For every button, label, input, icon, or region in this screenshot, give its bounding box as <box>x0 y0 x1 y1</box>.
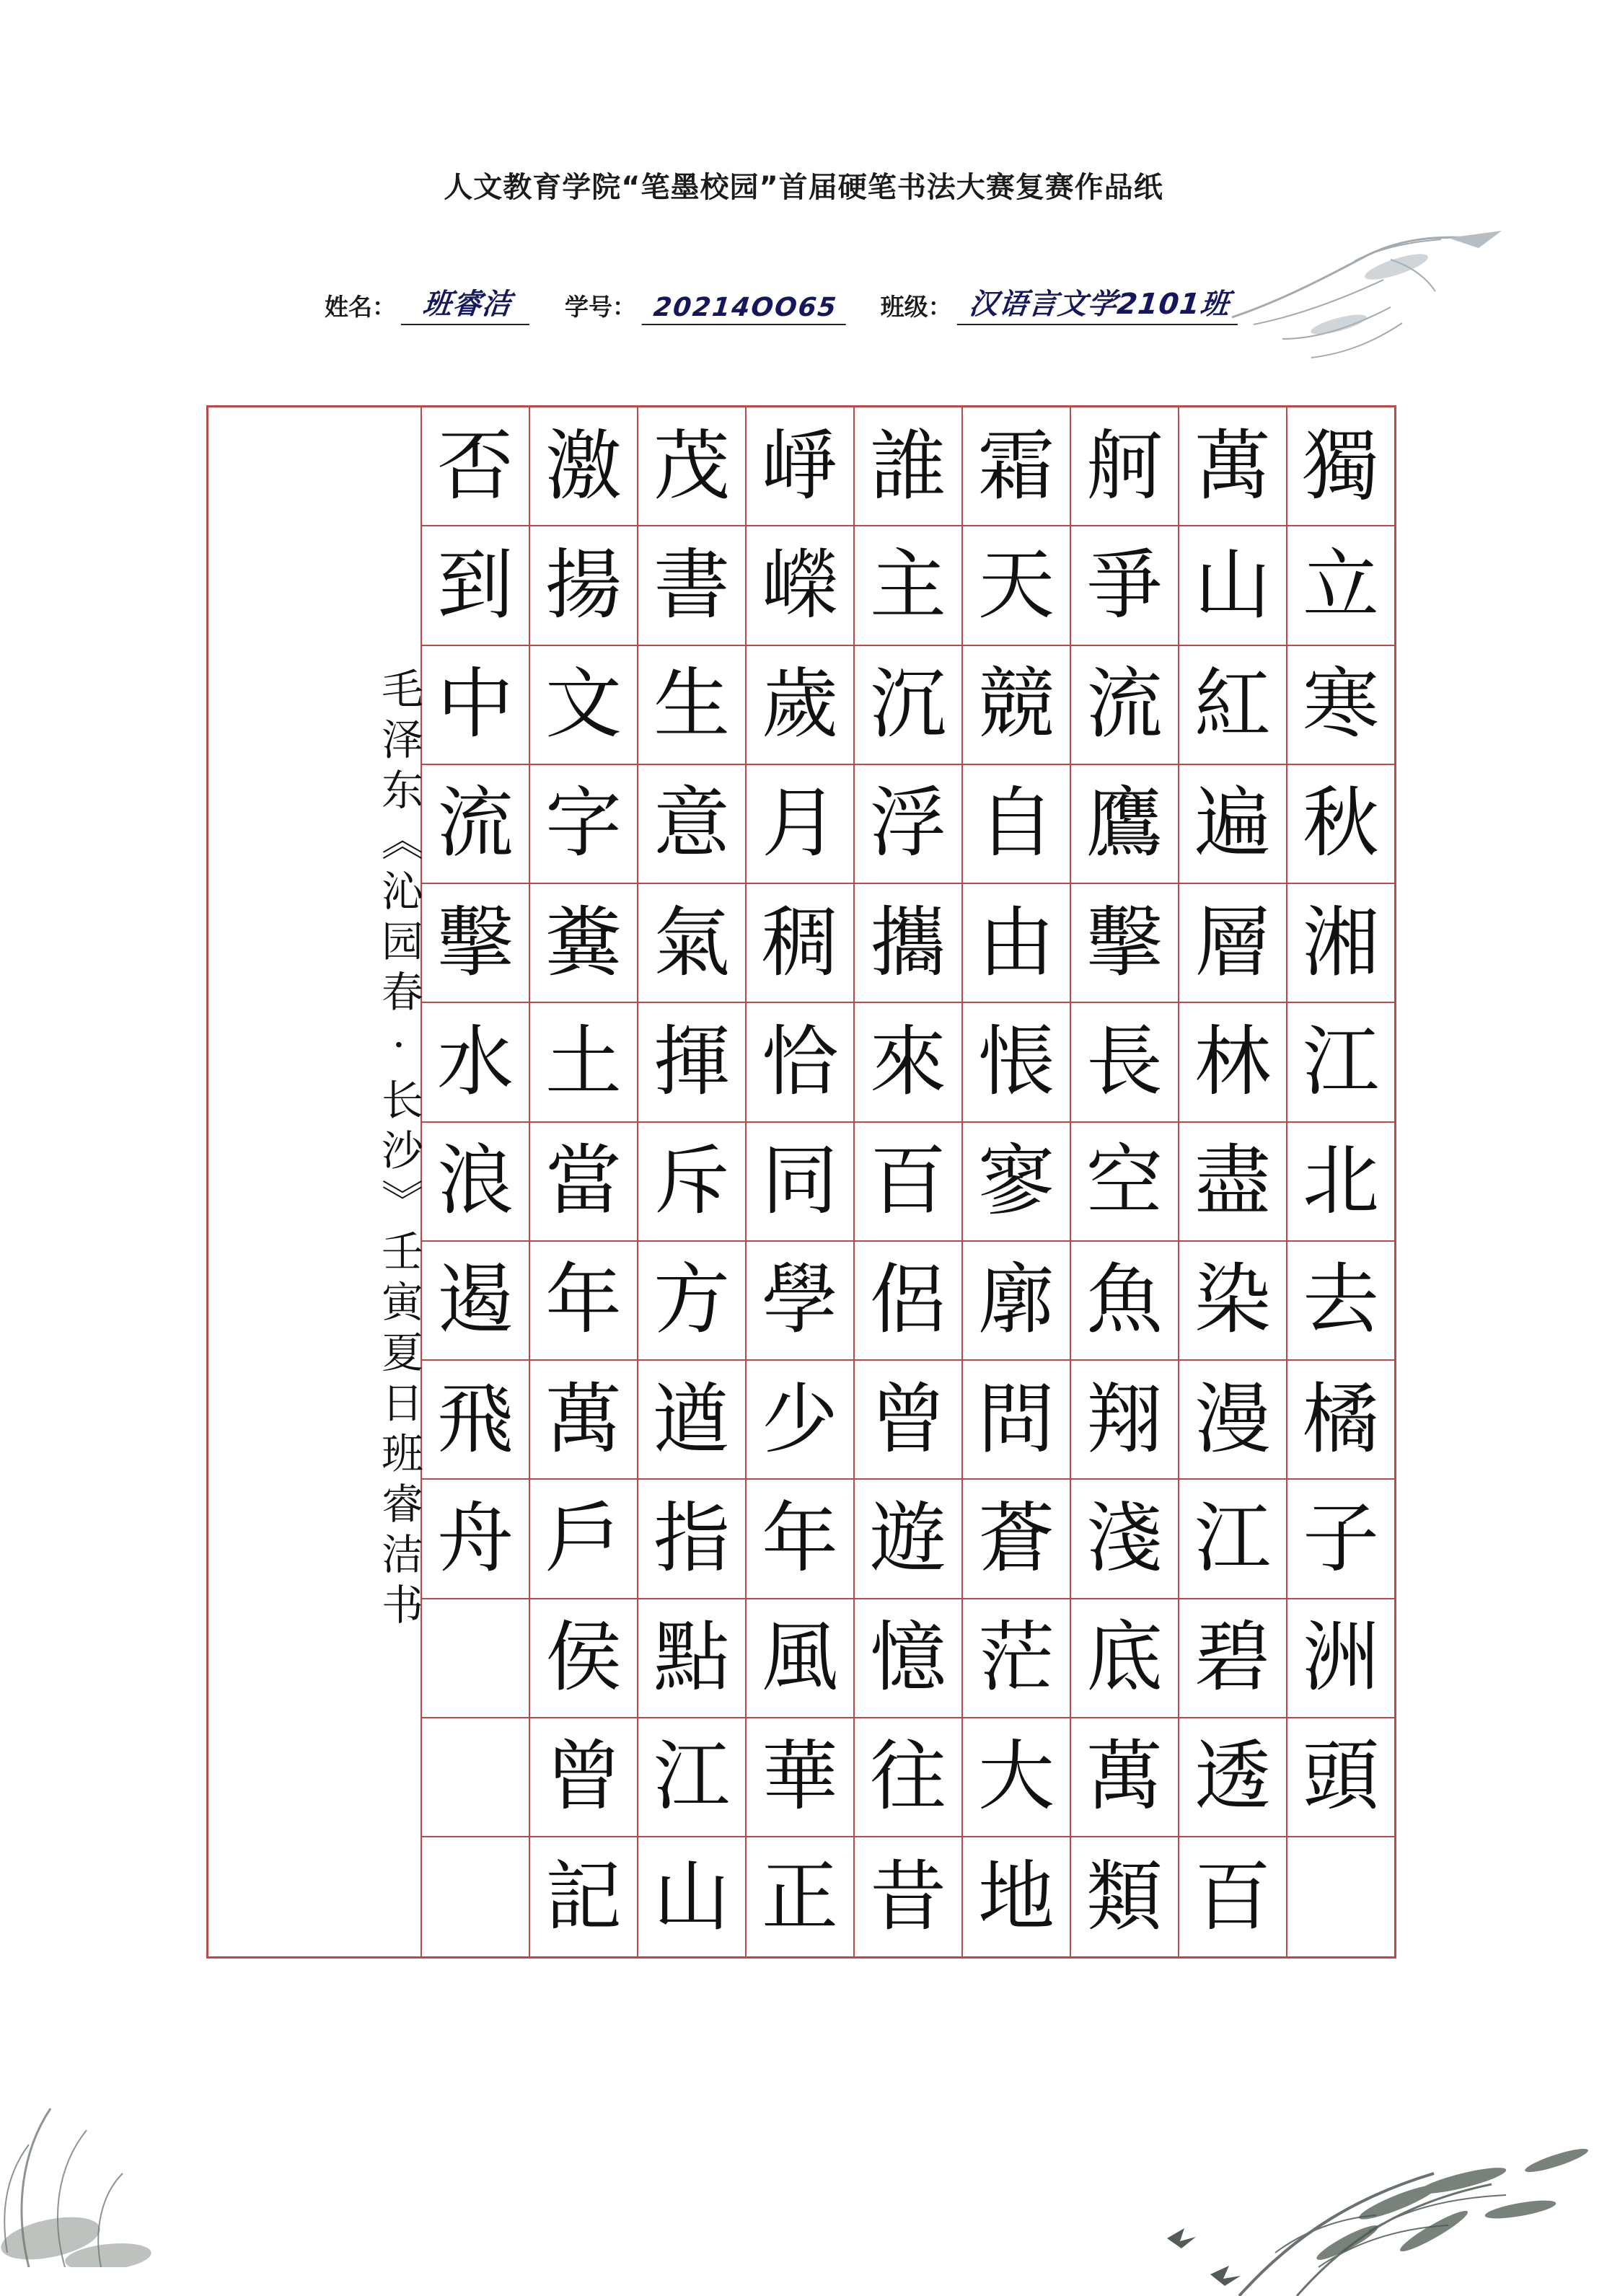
grid-cell: 浪 <box>422 1123 529 1242</box>
grid-cell: 染 <box>1179 1242 1286 1361</box>
grid-cell: 水 <box>422 1003 529 1122</box>
grid-cell: 茫 <box>963 1599 1070 1718</box>
grid-cell: 擊 <box>422 884 529 1003</box>
grid-cell: 江 <box>1179 1480 1286 1599</box>
grid-cell: 地 <box>978 1852 1055 1941</box>
grid-cell: 斥 <box>638 1123 745 1242</box>
grid-cell: 林 <box>1179 1003 1286 1122</box>
grid-cell: 獨 <box>1287 407 1394 526</box>
grid-column <box>421 407 529 1956</box>
grid-cell: 風 <box>747 1599 853 1718</box>
crane-illustration <box>1210 216 1513 382</box>
grid-cell <box>422 1718 529 1837</box>
grid-cell: 浮 <box>855 765 961 884</box>
grid-cell: 流 <box>422 765 529 884</box>
grid-cell: 當 <box>530 1123 637 1242</box>
grid-cell: 否 <box>422 407 529 526</box>
grid-cell: 昔 <box>870 1852 946 1941</box>
grid-cell: 生 <box>638 646 745 765</box>
grid-cell: 盡 <box>1179 1123 1286 1242</box>
grid-cell: 同 <box>747 1123 853 1242</box>
grid-cell: 魚 <box>1071 1242 1178 1361</box>
grid-cell: 指 <box>638 1480 745 1599</box>
grid-cell: 問 <box>963 1361 1070 1480</box>
grid-cell: 歲 <box>747 646 853 765</box>
grid-cell: 寒 <box>1287 646 1394 765</box>
grid-cell: 沉 <box>855 646 961 765</box>
grid-cell: 鷹 <box>1071 765 1178 884</box>
grid-cell: 遏 <box>422 1242 529 1361</box>
grid-cell: 記 <box>545 1852 622 1941</box>
grid-cell: 攜 <box>855 884 961 1003</box>
grid-cell: 遊 <box>855 1480 961 1599</box>
grid-cell: 來 <box>855 1003 961 1122</box>
signature-text: 毛泽东《沁园春·长沙》壬寅夏日班睿洁书 <box>374 667 423 1633</box>
grid-cell: 遍 <box>1179 765 1286 884</box>
grid-cell: 競 <box>963 646 1070 765</box>
page-title: 人文教育学院“笔墨校园”首届硬笔书法大赛复赛作品纸 <box>444 171 1163 204</box>
grid-cell: 山 <box>1179 526 1286 645</box>
grid-cell: 氣 <box>638 884 745 1003</box>
grid-cell: 霜 <box>963 407 1070 526</box>
grid-cell: 方 <box>638 1242 745 1361</box>
grid-cell: 擊 <box>1071 884 1178 1003</box>
grid-cell: 憶 <box>855 1599 961 1718</box>
grid-cell: 洲 <box>1287 1599 1394 1718</box>
signature-column <box>283 407 421 1956</box>
grid-cell: 激 <box>530 407 637 526</box>
grid-column <box>961 407 1070 1956</box>
grid-cell: 戶 <box>530 1480 637 1599</box>
grid-cell: 百 <box>1194 1852 1271 1941</box>
grid-cell: 字 <box>530 765 637 884</box>
grid-column <box>529 407 637 1956</box>
grid-cell: 年 <box>530 1242 637 1361</box>
class-value[interactable]: 汉语言文学2101班 <box>956 281 1242 325</box>
grid-cell: 漫 <box>1179 1361 1286 1480</box>
grid-cell: 萬 <box>530 1361 637 1480</box>
grid-cell: 翔 <box>1071 1361 1178 1480</box>
grid-cell: 長 <box>1071 1003 1178 1122</box>
grid-cell: 類 <box>1086 1852 1163 1941</box>
grid-cell: 恰 <box>747 1003 853 1122</box>
grid-cell: 爭 <box>1071 526 1178 645</box>
grid-column <box>745 407 853 1956</box>
class-label: 班级： <box>880 293 952 321</box>
grid-cell: 曾 <box>530 1718 637 1837</box>
grid-cell: 紅 <box>1179 646 1286 765</box>
grid-cell: 天 <box>963 526 1070 645</box>
grid-cell: 萬 <box>1071 1718 1178 1837</box>
name-label: 姓名： <box>325 293 396 321</box>
name-value[interactable]: 班睿洁 <box>401 281 534 325</box>
grid-cell: 誰 <box>855 407 961 526</box>
calligraphy-grid <box>206 405 1396 1959</box>
grid-cell: 崢 <box>747 407 853 526</box>
grid-cell: 土 <box>530 1003 637 1122</box>
grid-cell: 秋 <box>1287 765 1394 884</box>
grid-cell: 往 <box>855 1718 961 1837</box>
grid-cell: 正 <box>762 1852 838 1941</box>
grid-cell: 廓 <box>963 1242 1070 1361</box>
grid-cell: 悵 <box>963 1003 1070 1122</box>
grid-cell: 主 <box>855 526 961 645</box>
grid-cell: 江 <box>1287 1003 1394 1122</box>
grid-cell: 年 <box>747 1480 853 1599</box>
grid-cell: 遒 <box>638 1361 745 1480</box>
grid-cell: 侯 <box>530 1599 637 1718</box>
grid-cell: 中 <box>422 646 529 765</box>
grid-cell: 去 <box>1287 1242 1394 1361</box>
grid-cell: 文 <box>530 646 637 765</box>
grid-cell: 江 <box>638 1718 745 1837</box>
grid-cell: 蒼 <box>963 1480 1070 1599</box>
grid-cell: 子 <box>1287 1480 1394 1599</box>
grid-cell: 透 <box>1179 1718 1286 1837</box>
grid-cell: 意 <box>638 765 745 884</box>
grid-cell: 流 <box>1071 646 1178 765</box>
grid-cell: 糞 <box>530 884 637 1003</box>
grid-cell: 頭 <box>1287 1718 1394 1837</box>
student-id-value[interactable]: 20214OO65 <box>642 293 849 325</box>
grid-cell: 湘 <box>1287 884 1394 1003</box>
student-id-label: 学号： <box>565 293 636 321</box>
grid-cell: 書 <box>638 526 745 645</box>
grid-cell: 橘 <box>1287 1361 1394 1480</box>
grid-cell: 淺 <box>1071 1480 1178 1599</box>
grid-column <box>853 407 961 1956</box>
grid-cell: 大 <box>963 1718 1070 1837</box>
grid-cell: 月 <box>747 765 853 884</box>
grid-cell: 曾 <box>855 1361 961 1480</box>
grid-cell: 嶸 <box>747 526 853 645</box>
grid-cell: 層 <box>1179 884 1286 1003</box>
grid-column <box>1286 407 1394 1956</box>
grid-column <box>637 407 745 1956</box>
grid-cell: 碧 <box>1179 1599 1286 1718</box>
grid-cell: 飛 <box>422 1361 529 1480</box>
grid-cell: 山 <box>653 1852 730 1941</box>
grid-cell: 自 <box>963 765 1070 884</box>
grid-cell: 立 <box>1287 526 1394 645</box>
grid-column <box>1070 407 1178 1956</box>
grid-cell: 底 <box>1071 1599 1178 1718</box>
grid-cell: 北 <box>1287 1123 1394 1242</box>
grid-cell <box>422 1837 529 1956</box>
grid-cell: 揮 <box>638 1003 745 1122</box>
student-info-row <box>325 281 1240 325</box>
grid-cell <box>1287 1837 1394 1956</box>
grid-cell: 侶 <box>855 1242 961 1361</box>
grid-cell: 點 <box>638 1599 745 1718</box>
grid-cell: 茂 <box>638 407 745 526</box>
grid-cell: 到 <box>422 526 529 645</box>
grid-cell: 寥 <box>963 1123 1070 1242</box>
grid-cell: 舸 <box>1071 407 1178 526</box>
grid-cell: 舟 <box>422 1480 529 1599</box>
grid-cell: 萬 <box>1179 407 1286 526</box>
grid-cell: 由 <box>963 884 1070 1003</box>
grid-cell <box>422 1599 529 1718</box>
grid-cell: 空 <box>1071 1123 1178 1242</box>
grass-illustration <box>0 1935 303 2267</box>
grid-cell: 華 <box>747 1718 853 1837</box>
grid-cell: 百 <box>855 1123 961 1242</box>
grid-cell: 少 <box>747 1361 853 1480</box>
grid-column <box>1178 407 1286 1956</box>
grid-cell: 學 <box>747 1242 853 1361</box>
grid-cell: 稠 <box>747 884 853 1003</box>
grid-cell: 揚 <box>530 526 637 645</box>
